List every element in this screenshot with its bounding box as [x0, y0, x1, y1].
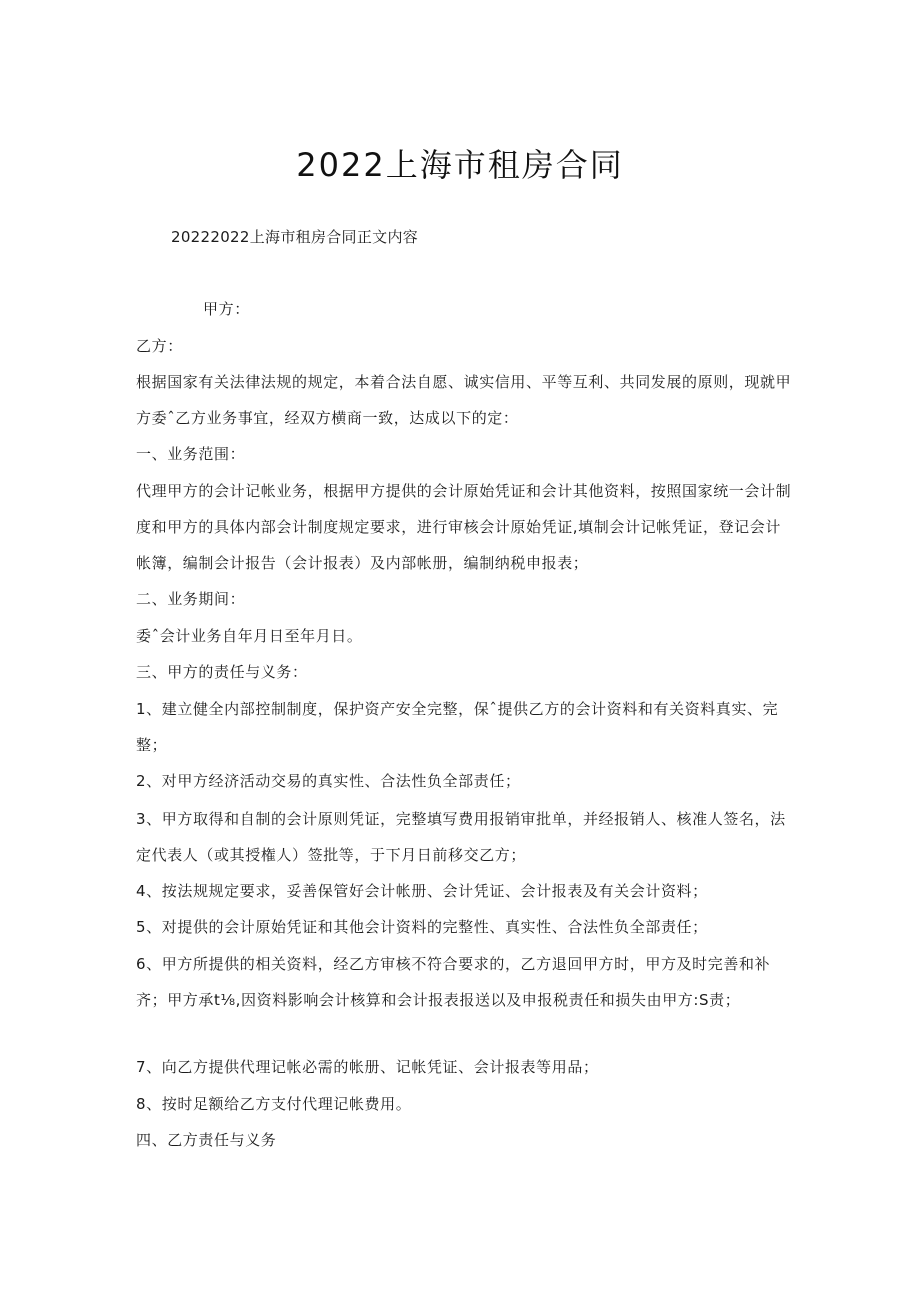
item-5: 5、对提供的会计原始凭证和其他会计资料的完整性、真实性、合法性负全部责任； — [136, 918, 708, 936]
item-8: 8、按时足额给乙方支付代理记帐费用。 — [136, 1095, 412, 1113]
section-3-heading: 三、甲方的责任与义务： — [136, 663, 308, 681]
section-4-heading: 四、乙方责任与义务 — [136, 1131, 277, 1149]
item-4: 4、按法规规定要求，妥善保管好会计帐册、会计凭证、会计报表及有关会计资料； — [136, 882, 708, 900]
document-title: 2022上海市租房合同 — [296, 146, 624, 184]
intro-line-2: 方委ˆ乙方业务事宜，经双方横商一致，达成以下的定： — [136, 409, 519, 427]
party-a-label: 甲方： — [203, 300, 250, 318]
item-3-line-1: 3、甲方取得和自制的会计原则凭证，完整填写费用报销审批单，并经报销人、核准人签名，法 — [136, 810, 786, 828]
item-1-line-1: 1、建立健全内部控制制度，保护资产安全完整，保ˆ提供乙方的会计资料和有关资料真实、完 — [136, 700, 779, 718]
item-7: 7、向乙方提供代理记帐必需的帐册、记帐凭证、会计报表等用品； — [136, 1058, 599, 1076]
item-1-line-2: 整； — [136, 736, 168, 754]
item-2: 2、对甲方经济活动交易的真实性、合法性负全部责任； — [136, 772, 521, 790]
section-2-body: 委ˆ会计业务自年月日至年月日。 — [136, 627, 363, 645]
section-1-line-2: 度和甲方的具体内部会计制度规定要求，进行审核会计原始凭证,填制会计记帐凭证，登记会计 — [136, 518, 781, 536]
section-1-line-1: 代理甲方的会计记帐业务，根据甲方提供的会计原始凭证和会计其他资料，按照国家统一会计制 — [136, 482, 792, 500]
party-b-label: 乙方： — [136, 337, 183, 355]
section-1-heading: 一、业务范围： — [136, 445, 246, 463]
intro-line-1: 根据国家有关法律法规的规定，本着合法自愿、诚实信用、平等互利、共同发展的原则，现就甲 — [136, 373, 792, 391]
item-6-line-2: 齐；甲方承t⅛,因资料影响会计核算和会计报表报送以及申报税责任和损失由甲方:S责； — [136, 991, 741, 1009]
item-3-line-2: 定代表人（或其授権人）签批等，于下月日前移交乙方； — [136, 846, 527, 864]
section-2-heading: 二、业务期间： — [136, 590, 246, 608]
item-6-line-1: 6、甲方所提供的相关资料，经乙方审核不符合要求的，乙方退回甲方时，甲方及时完善和补 — [136, 955, 771, 973]
section-1-line-3: 帐簿，编制会计报告（会计报表）及内部帐册，编制纳税申报表； — [136, 554, 589, 572]
document-subtitle: 20222022上海市租房合同正文内容 — [171, 228, 419, 246]
